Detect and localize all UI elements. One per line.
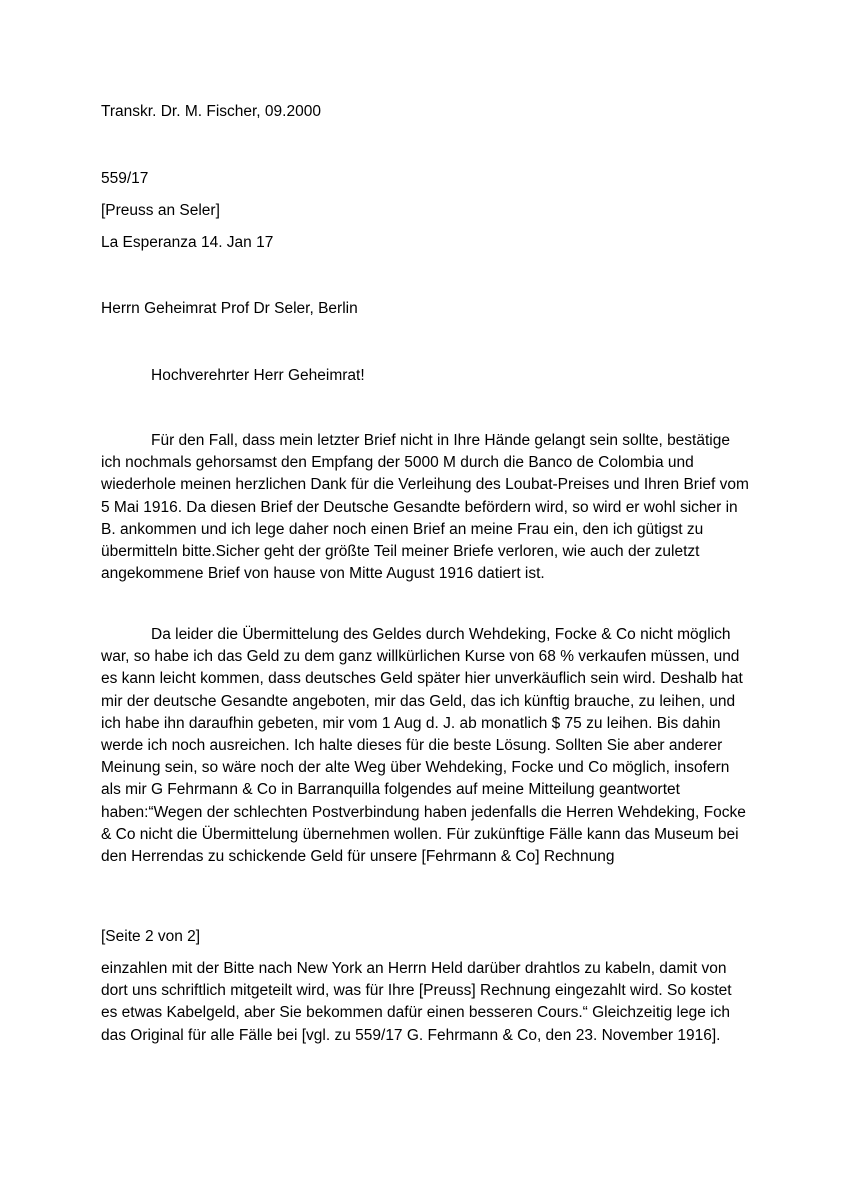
page-marker: [Seite 2 von 2] (101, 928, 201, 945)
letter-number: 559/17 (101, 170, 149, 187)
sender-recipient: [Preuss an Seler] (101, 202, 220, 219)
salutation: Hochverehrter Herr Geheimrat! (151, 367, 365, 384)
body-paragraph-2: Da leider die Übermittelung des Geldes durch Wehdeking, Focke & Co nicht möglich war, so habe ich das Geld zu dem ganz willkürlichen Kurse von 68 % verkaufen müssen, und es kann leicht kommen, dass deutsches Geld später hier unverkäuflich sein wird. Deshalb hat mir der deutsche Gesandte angeboten, mir das Geld, das ich künftig brauche, zu leihen, und ich habe ihn daraufhin gebeten, mir vom 1 Aug d. J. ab monatlich $ 75 zu leihen. Bis dahin werde ich noch ausreichen. Ich halte dieses für die beste Lösung. Sollten Sie aber anderer Meinung sein, so wäre noch der alte Weg über Wehdeking, Focke und Co möglich, insofern als mir G Fehrmann & Co in Barranquilla folgendes auf meine Mitteilung geantwortet haben:“Wegen der schlechten Postverbindung haben jedenfalls die Herren Wehdeking, Focke & Co nicht die Übermittelung übernehmen wollen. Für zukünftige Fälle kann das Museum bei den Herrendas zu schickende Geld für unsere [Fehrmann & Co] Rechnung (101, 626, 746, 866)
transcription-note: Transkr. Dr. M. Fischer, 09.2000 (101, 103, 321, 120)
body-paragraph-3: einzahlen mit der Bitte nach New York an Herrn Held darüber drahtlos zu kabeln, damit von dort uns schriftlich mitgeteilt wird, was für Ihre [Preuss] Rechnung eingezahlt wird. So kostet es etwas Kabelgeld, aber Sie bekommen dafür einen besseren Cours.“ Gleichzeitig lege ich das Original für alle Fälle bei [vgl. zu 559/17 G. Fehrmann & Co, den 23. November 1916]. (101, 960, 732, 1044)
body-paragraph-1: Für den Fall, dass mein letzter Brief nicht in Ihre Hände gelangt sein sollte, bestätige ich nochmals gehorsamst den Empfang der 5000 M durch die Banco de Colombia und wiederhole meinen herzlichen Dank für die Verleihung des Loubat-Preises und Ihren Brief vom 5 Mai 1916. Da diesen Brief der Deutsche Gesandte befördern wird, so wird er wohl sicher in B. ankommen und ich lege daher noch einen Brief an meine Frau ein, den ich gütigst zu übermitteln bitte.Sicher geht der größte Teil meiner Briefe verloren, wie auch der zuletzt angekommene Brief von hause von Mitte August 1916 datiert ist. (101, 432, 749, 583)
address-line: Herrn Geheimrat Prof Dr Seler, Berlin (101, 300, 358, 317)
place-date: La Esperanza 14. Jan 17 (101, 234, 274, 251)
